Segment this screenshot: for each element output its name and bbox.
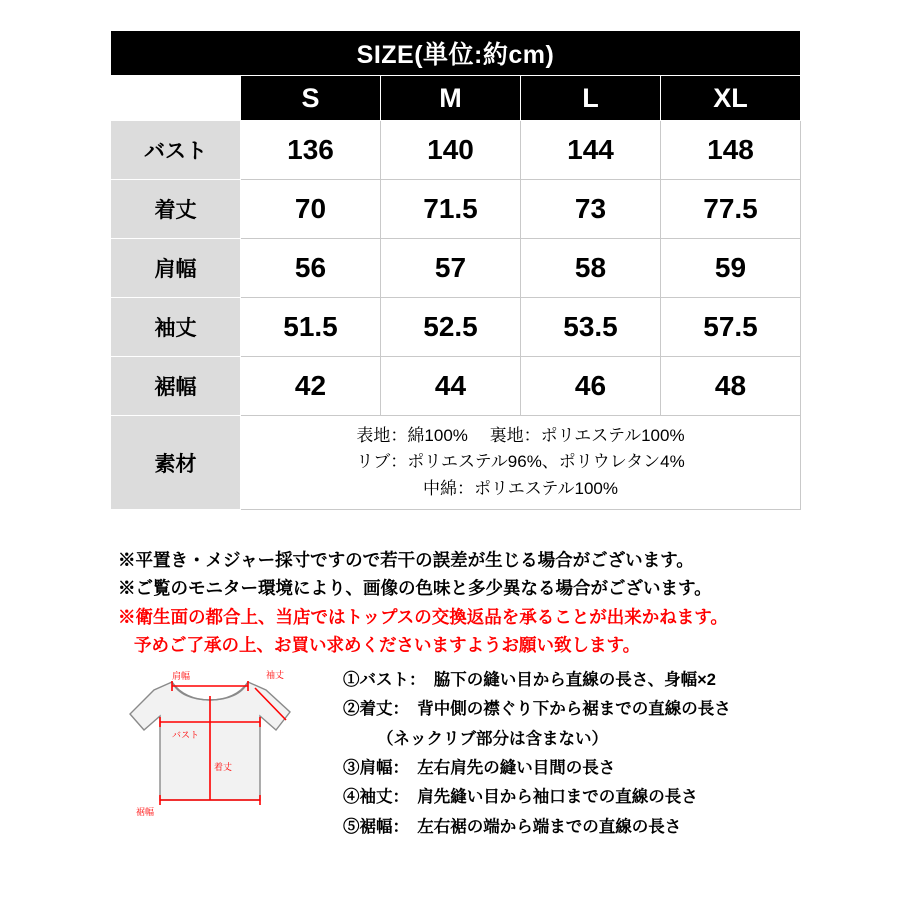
cell-shoulder-l: 58 [521, 239, 661, 298]
material-row [111, 416, 801, 510]
tshirt-measurement-diagram [110, 660, 315, 840]
cell-sleeve-m: 52.5 [381, 298, 521, 357]
note-monitor-color: ※ご覧のモニター環境により、画像の色味と多少異なる場合がございます。 [118, 578, 712, 599]
cell-length-l: 73 [521, 180, 661, 239]
table-row [111, 180, 801, 239]
row-label-hem: 裾幅 [111, 357, 241, 416]
material-line-3: 中綿：ポリエステル100% [423, 478, 618, 498]
size-table [110, 30, 801, 510]
table-title-row [111, 31, 801, 76]
legend-item-sleeve: ④袖丈： 肩先縫い目から袖口までの直線の長さ [343, 788, 698, 807]
cell-sleeve-xl: 57.5 [661, 298, 801, 357]
cell-length-xl: 77.5 [661, 180, 801, 239]
row-label-sleeve: 袖丈 [111, 298, 241, 357]
column-header-s: S [241, 76, 381, 121]
cell-hem-xl: 48 [661, 357, 801, 416]
legend-item-hem: ⑤裾幅： 左右裾の端から端までの直線の長さ [343, 817, 682, 836]
diagram-label-shoulder: 肩幅 [172, 671, 191, 681]
material-line-2: リブ：ポリエステル96%、ポリウレタン4% [356, 452, 685, 472]
row-label-bust: バスト [111, 121, 241, 180]
legend-item-length: ②着丈： 背中側の襟ぐり下から裾までの直線の長さ [343, 700, 731, 719]
table-row [111, 298, 801, 357]
legend-item-shoulder: ③肩幅： 左右肩先の縫い目間の長さ [343, 759, 616, 778]
cell-shoulder-xl: 59 [661, 239, 801, 298]
cell-sleeve-l: 53.5 [521, 298, 661, 357]
table-row [111, 239, 801, 298]
cell-bust-m: 140 [381, 121, 521, 180]
cell-hem-s: 42 [241, 357, 381, 416]
size-table-container [110, 30, 800, 510]
tshirt-diagram-svg [110, 660, 315, 840]
table-header-row [111, 76, 801, 121]
diagram-label-hem: 裾幅 [136, 807, 155, 817]
measurement-guide [110, 660, 810, 842]
cell-bust-s: 136 [241, 121, 381, 180]
cell-shoulder-m: 57 [381, 239, 521, 298]
cell-bust-xl: 148 [661, 121, 801, 180]
column-header-m: M [381, 76, 521, 121]
cell-sleeve-s: 51.5 [241, 298, 381, 357]
material-line-1: 表地：綿100% 裏地：ポリエステル100% [356, 425, 685, 445]
diagram-label-sleeve: 袖丈 [266, 670, 285, 680]
legend-item-length-note: （ネックリブ部分は含まない） [377, 729, 608, 748]
cell-length-m: 71.5 [381, 180, 521, 239]
cell-length-s: 70 [241, 180, 381, 239]
diagram-label-bust: バスト [172, 730, 200, 740]
row-label-length: 着丈 [111, 180, 241, 239]
table-row [111, 357, 801, 416]
table-title: SIZE(単位:約cm) [111, 31, 801, 76]
cell-hem-l: 46 [521, 357, 661, 416]
legend-list [343, 660, 731, 842]
note-no-return: ※衛生面の都合上、当店ではトップスの交換返品を承ることが出来かねます。 [118, 606, 728, 627]
column-header-xl: XL [661, 76, 801, 121]
cell-hem-m: 44 [381, 357, 521, 416]
note-no-return-cont: 予めご了承の上、お買い求めくださいますようお願い致します。 [134, 635, 641, 656]
cell-bust-l: 144 [521, 121, 661, 180]
legend-item-bust: ①バスト： 脇下の縫い目から直線の長さ、身幅×2 [343, 671, 716, 689]
column-header-l: L [521, 76, 661, 121]
notes-block [118, 546, 818, 659]
note-measurement-tolerance: ※平置き・メジャー採寸ですので若干の誤差が生じる場合がございます。 [118, 550, 694, 570]
row-label-shoulder: 肩幅 [111, 239, 241, 298]
row-label-material: 素材 [111, 416, 241, 510]
header-corner-cell [111, 76, 241, 121]
material-cell [241, 416, 801, 510]
diagram-label-length: 着丈 [214, 762, 233, 772]
cell-shoulder-s: 56 [241, 239, 381, 298]
table-row [111, 121, 801, 180]
